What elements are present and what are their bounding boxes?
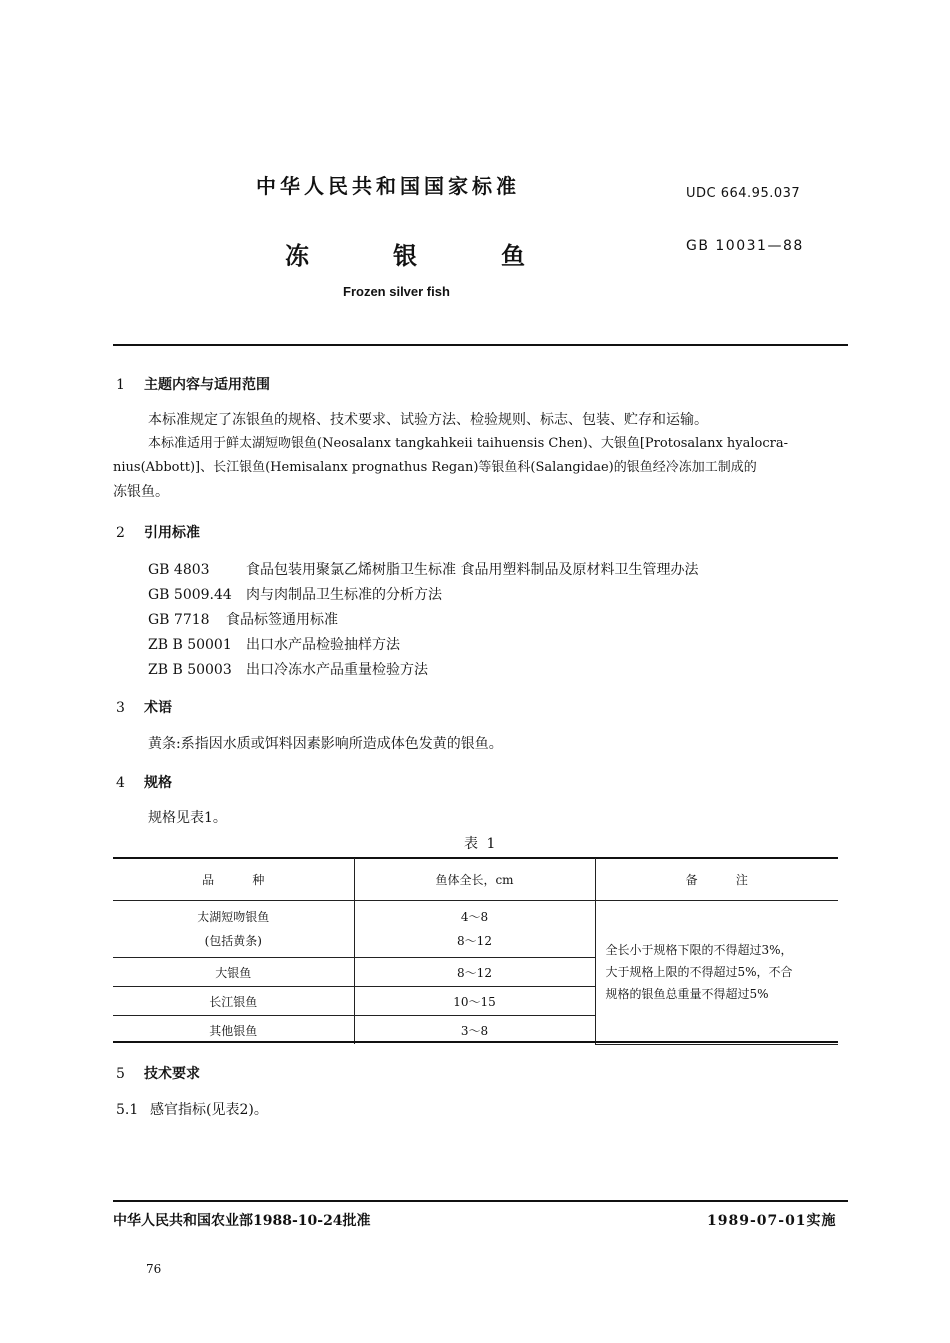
s1-paragraph-2-line-3: 冻银鱼。 [113,484,169,500]
header-note: 备 注 [595,858,838,901]
variety-cell: 其他银鱼 [209,1023,258,1038]
length-range: 4～8 [460,910,489,924]
section-title: 引用标准 [144,525,200,541]
section-1-heading [116,374,270,394]
footer-divider [113,1200,848,1202]
section-title: 主题内容与适用范围 [144,377,270,393]
subsection-5-1 [116,1098,268,1122]
section-number: 4 [116,775,125,791]
reference-code: ZB B 50003 [148,662,232,678]
table-row [113,901,838,958]
reference-title: 食品包装用聚氯乙烯树脂卫生标准 食品用塑料制品及原材料卫生管理办法 [246,562,699,578]
english-title: Frozen silver fish [343,284,450,299]
reference-title: 肉与肉制品卫生标准的分析方法 [246,587,442,603]
header-length: 鱼体全长，cm [354,858,595,901]
length-range: 8～12 [457,934,492,948]
s1-paragraph-1: 本标准规定了冻银鱼的规格、技术要求、试验方法、检验规则、标志、包装、贮存和运输。 [148,412,708,428]
section-title: 技术要求 [144,1066,200,1082]
reference-item [148,634,400,654]
effective-date: 1989-07-01实施 [707,1213,837,1229]
section-4-heading [116,772,172,792]
section-number: 2 [116,525,125,541]
note-line: 全长小于规格下限的不得超过3%， [605,943,793,958]
note-cell [595,901,838,1045]
reference-title: 食品标签通用标准 [226,612,338,628]
approval-date: 中华人民共和国农业部1988-10-24批准 [113,1213,371,1229]
reference-title: 出口水产品检验抽样方法 [246,637,400,653]
title-char-2: 银 [393,241,417,270]
variety-subnote: (包括黄条) [204,934,262,948]
reference-item [148,659,428,679]
note-line: 规格的银鱼总重量不得超过5% [605,987,769,1002]
variety-cell: 长江银鱼 [113,987,354,1016]
table-header-row [113,858,838,901]
header-variety: 品 种 [113,858,354,901]
header-divider [113,344,848,346]
section-3-heading [116,697,172,717]
reference-title: 出口冷冻水产品重量检验方法 [246,662,428,678]
gb-code: GB 10031—88 [686,238,804,254]
length-cell: 8～12 [354,958,595,987]
reference-item [148,584,442,604]
title-char-3: 鱼 [501,241,525,270]
s1-paragraph-2-line-2: nius(Abbott)]、长江银鱼(Hemisalanx prognathus Regan)等银鱼科(Salangidae)的银鱼经冷冻加工制成的 [113,460,757,475]
table-caption: 表 1 [464,836,498,852]
s1-paragraph-2-line-1: 本标准适用于鲜太湖短吻银鱼(Neosalanx tangkahkeii taihuensis Chen)、大银鱼[Protosalanx hyalocra- [148,436,789,451]
s4-paragraph: 规格见表1。 [148,810,227,826]
document-title [285,236,525,271]
section-number: 1 [116,377,125,393]
reference-code: GB 4803 [148,562,210,578]
reference-item [148,609,338,629]
section-5-heading [116,1063,200,1083]
reference-item [148,559,698,579]
subsection-text: 感官指标(见表2)。 [150,1102,268,1118]
variety-cell [113,901,354,958]
length-cell: 3～8 [354,1016,595,1045]
section-number: 5 [116,1066,125,1082]
reference-code: GB 7718 [148,612,210,628]
title-char-1: 冻 [285,241,309,270]
reference-code: ZB B 50001 [148,637,232,653]
note-line: 大于规格上限的不得超过5%，不合 [605,965,793,980]
s3-paragraph: 黄条:系指因水质或饵料因素影响所造成体色发黄的银鱼。 [148,736,503,752]
variety-cell: 大银鱼 [113,958,354,987]
page-number: 76 [146,1262,162,1276]
section-title: 术语 [144,700,172,716]
section-title: 规格 [144,775,172,791]
spec-table [113,858,838,1045]
section-number: 3 [116,700,125,716]
subsection-number: 5.1 [116,1102,139,1118]
variety-name: 太湖短吻银鱼 [197,910,270,924]
reference-code: GB 5009.44 [148,587,232,603]
length-cell [354,901,595,958]
table-bottom-rule [113,1041,838,1043]
udc-code: UDC 664.95.037 [686,186,801,201]
length-cell: 10～15 [354,987,595,1016]
section-2-heading [116,522,200,542]
national-standard-heading: 中华人民共和国国家标准 [256,174,520,198]
